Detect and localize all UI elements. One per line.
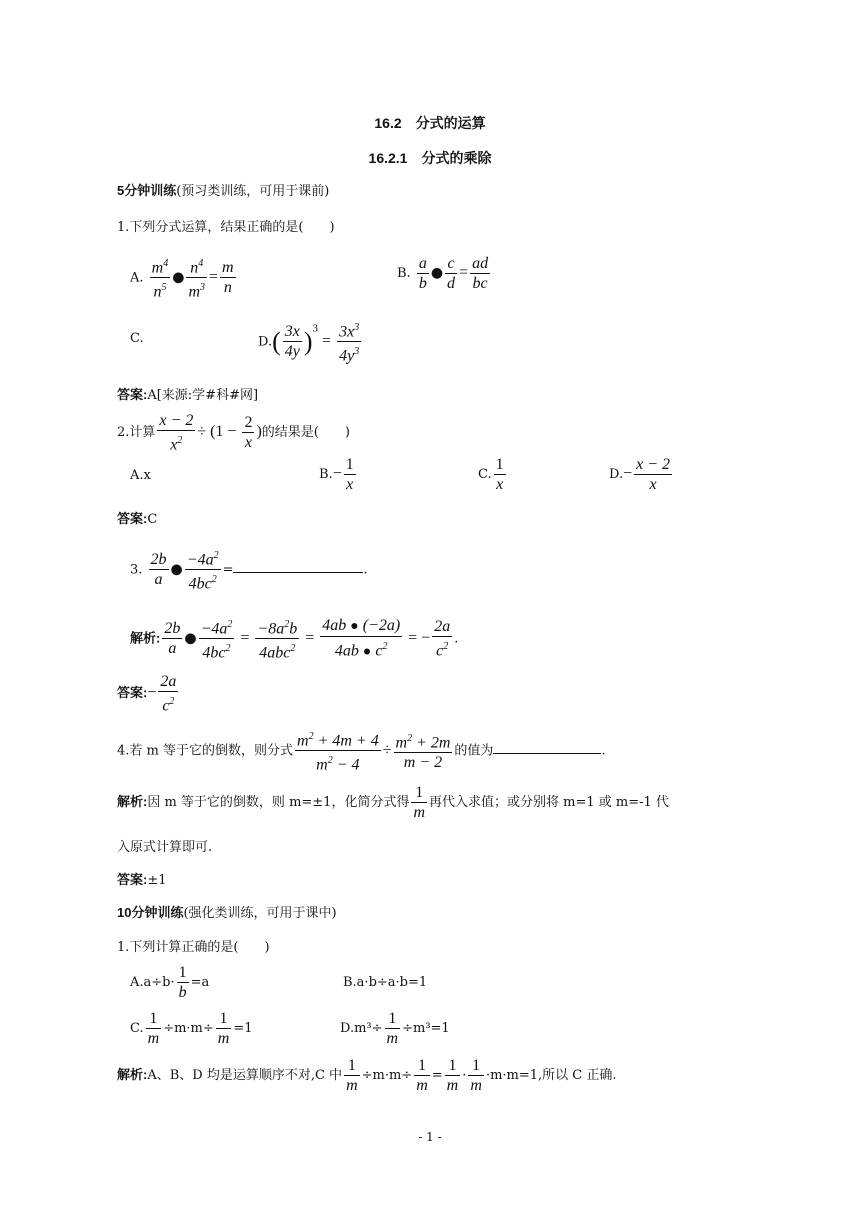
training-heading-note: (预习类训练，可用于课前) (176, 184, 330, 199)
question-3-analysis: 解析: $\frac{2b}{a}$ ● $\frac{-4a^2}{4bc^2}$ = $\frac{-8a^2b}{4abc^2}$ = $\frac{4ab ● (-2a)}{4ab ● c^2}$ = − $\frac{2a}{c^2}$ . (130, 615, 458, 663)
question-3-stem: 3. $\frac{2b}{a}$ ● $\frac{-4a^2}{4bc^2}$ = . (130, 546, 368, 594)
fraction: $\frac{2a}{c^2}$ (160, 673, 177, 715)
fraction: $\frac{1}{m}$ (470, 1057, 482, 1094)
question-2-stem: 2.计算 $\frac{x - 2}{x^2}$ ÷ (1 − $\frac{2}{x}$ )的结果是( ) (117, 412, 350, 454)
fraction: $\frac{a}{b}$ (418, 255, 427, 292)
fraction: $\frac{1}{m}$ (217, 1010, 230, 1047)
question-5-option-c: C. $\frac{1}{m}$ ÷m·m÷ $\frac{1}{m}$ =1 (130, 1010, 253, 1047)
fraction: $\frac{1}{m}$ (346, 1057, 358, 1094)
training-heading-5min (117, 180, 329, 199)
fraction: $\frac{1}{m}$ (416, 1057, 428, 1094)
fraction: $\frac{1}{x}$ (345, 456, 354, 493)
fraction: $\frac{-8a^2b}{4abc^2}$ (255, 615, 299, 663)
training-heading-10min (117, 902, 337, 921)
fraction: $\frac{x - 2}{x}$ (636, 456, 671, 493)
fraction: $\frac{2b}{a}$ (164, 620, 181, 658)
fraction: $\frac{-4a^2}{4bc^2}$ (185, 546, 221, 594)
fraction: $\frac{1}{x}$ (495, 456, 504, 493)
fraction: $\frac{2a}{c^2}$ (434, 618, 451, 660)
fraction: $\frac{m^4}{n^5}$ (150, 254, 171, 302)
question-1-option-a: A. $\frac{m^4}{n^5}$ ● $\frac{n^4}{m^3}$ = $\frac{m}{n}$ (130, 254, 238, 302)
question-4-stem: 4.若 m 等于它的倒数，则分式 $\frac{m^2 + 4m + 4}{m^2 - 4}$ ÷ $\frac{m^2 + 2m}{m - 2}$ 的值为 . (117, 727, 606, 775)
question-5-analysis: 解析:A、B、D 均是运算顺序不对,C 中 $\frac{1}{m}$ ÷m·m÷ $\frac{1}{m}$ = $\frac{1}{m}$ · $\frac{1}{m}$ ·m·m=1,所以 C 正确. (117, 1057, 617, 1094)
question-4-analysis-line2: 入原式计算即可. (117, 840, 213, 855)
question-5-option-a: A.a÷b· $\frac{1}{b}$ =a (130, 964, 210, 1001)
training-heading-note: (强化类训练，可用于课中) (183, 906, 337, 921)
question-1-option-b: B. $\frac{a}{b}$ ● $\frac{c}{d}$ = $\frac{ad}{bc}$ (397, 255, 489, 292)
question-3-answer: 答案:− $\frac{2a}{c^2}$ (117, 673, 177, 715)
question-4-analysis: 解析:因 m 等于它的倒数，则 m=±1，化简分式得 $\frac{1}{m}$ 再代入求值；或分别将 m=1 或 m=-1 代 (117, 784, 669, 821)
question-1-option-c: C. (130, 331, 144, 346)
question-2-option-b: B.− $\frac{1}{x}$ (319, 456, 354, 493)
fraction: $\frac{m^2 + 4m + 4}{m^2 - 4}$ (295, 727, 381, 775)
fraction: $\frac{c}{d}$ (447, 255, 456, 292)
fraction: $\frac{ad}{bc}$ (472, 255, 489, 292)
fraction: $\frac{3x}{4y}$ (284, 323, 300, 361)
subsection-title: 16.2.1 分式的乘除 (368, 150, 492, 166)
question-1-answer: 答案:A[来源:学#科#网] (117, 387, 259, 403)
question-2-answer: 答案:C (117, 511, 158, 527)
fraction: $\frac{2b}{a}$ (150, 551, 167, 589)
fraction: $\frac{1}{m}$ (446, 1057, 459, 1094)
section-title: 16.2 分式的运算 (374, 115, 486, 131)
fraction: $\frac{m}{n}$ (222, 259, 234, 297)
question-2-option-a: A.x (130, 468, 151, 483)
question-5-option-d: D.m³÷ $\frac{1}{m}$ ÷m³=1 (340, 1010, 450, 1047)
fraction: $\frac{3x^3}{4y^3}$ (337, 318, 361, 366)
fraction: $\frac{2}{x}$ (244, 414, 253, 452)
fraction: $\frac{n^4}{m^3}$ (186, 254, 207, 302)
question-1-option-d: D.( $\frac{3x}{4y}$ )$^3$ = $\frac{3x^3}{4y^3}$ (258, 318, 363, 366)
training-heading-label: 10分钟训练 (117, 905, 184, 920)
question-2-option-d: D.− $\frac{x - 2}{x}$ (609, 456, 671, 493)
fraction: $\frac{-4a^2}{4bc^2}$ (199, 615, 235, 663)
fraction: $\frac{1}{b}$ (178, 964, 187, 1001)
fraction: $\frac{x - 2}{x^2}$ (159, 412, 194, 454)
fraction: $\frac{1}{m}$ (386, 1010, 399, 1047)
question-4-answer: 答案:±1 (117, 872, 167, 888)
answer-blank[interactable] (493, 741, 601, 754)
question-5-stem: 1.下列计算正确的是( ) (117, 940, 270, 955)
question-1-stem: 1.下列分式运算，结果正确的是( ) (117, 220, 335, 235)
fraction: $\frac{1}{m}$ (147, 1010, 160, 1047)
page-number: - 1 - (418, 1130, 442, 1144)
answer-blank[interactable] (233, 560, 363, 573)
training-heading-label: 5分钟训练 (117, 183, 177, 198)
fraction: $\frac{4ab ● (-2a)}{4ab ● c^2}$ (322, 617, 401, 660)
fraction: $\frac{1}{m}$ (413, 784, 426, 821)
question-5-option-b: B.a·b÷a·b=1 (343, 975, 428, 990)
question-2-option-c: C. $\frac{1}{x}$ (478, 456, 504, 493)
fraction: $\frac{m^2 + 2m}{m - 2}$ (394, 729, 453, 772)
